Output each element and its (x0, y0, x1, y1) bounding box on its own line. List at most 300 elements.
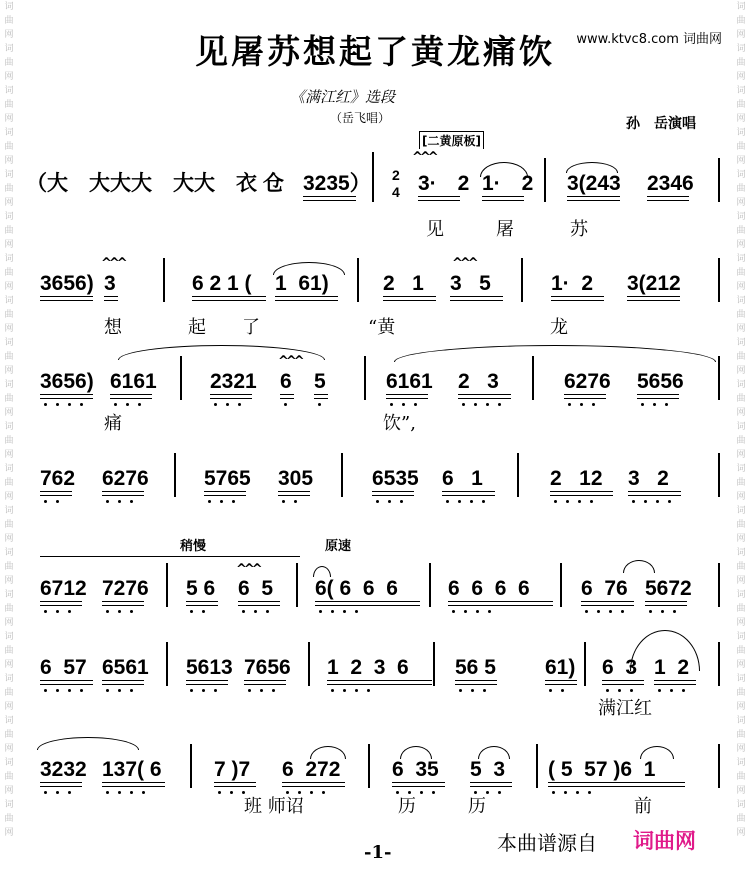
beam-underline (104, 296, 118, 297)
bar-line (718, 642, 720, 686)
note-group: 6 57 (40, 656, 87, 679)
octave-dot (214, 403, 217, 406)
beam-underline (280, 394, 294, 395)
octave-dot (414, 403, 417, 406)
beam-underline (102, 680, 144, 681)
beam-underline (315, 605, 420, 606)
beam-underline (564, 394, 606, 395)
beam-underline (654, 680, 696, 681)
beam-underline (581, 605, 634, 606)
bar-line (718, 563, 720, 607)
beam-underline (372, 491, 414, 492)
beam-underline (40, 782, 82, 783)
note-group: 2 1 (383, 272, 424, 295)
lyric-text: 苏 (570, 219, 588, 240)
note-group: 5613 (186, 656, 233, 679)
beam-underline (482, 196, 524, 197)
lyric-text: 饮”, (383, 413, 416, 434)
octave-dot (566, 500, 569, 503)
octave-dot (80, 403, 83, 406)
beam-underline (110, 398, 152, 399)
beam-underline (470, 786, 512, 787)
octave-dot (564, 791, 567, 794)
octave-dot (498, 791, 501, 794)
octave-dot (106, 610, 109, 613)
octave-dot (682, 689, 685, 692)
note-group: 3(243 (567, 172, 621, 195)
note-group: 2 3 (458, 370, 499, 393)
slur-arc (273, 262, 345, 275)
performer-credit: 孙 岳演唱 (626, 116, 696, 132)
bar-line (368, 744, 370, 788)
tempo-box: [二黄原板] (419, 131, 484, 149)
note-group: 6 (280, 370, 292, 393)
octave-dot (471, 689, 474, 692)
note-group: 6( 6 6 6 (315, 577, 398, 600)
octave-dot (458, 500, 461, 503)
lyric-text: 了 (242, 317, 260, 338)
beam-underline (186, 601, 218, 602)
beam-underline (392, 782, 445, 783)
octave-dot (56, 689, 59, 692)
note-group: 3656) (40, 370, 94, 393)
beam-underline (104, 300, 118, 301)
octave-dot (355, 610, 358, 613)
lyric-text: 见 (426, 219, 444, 240)
beam-underline (102, 491, 144, 492)
octave-dot (658, 689, 661, 692)
octave-dot (44, 610, 47, 613)
beam-underline (654, 684, 696, 685)
octave-dot (656, 500, 659, 503)
octave-dot (568, 403, 571, 406)
lyric-text: 班 师诏 (244, 796, 304, 817)
octave-dot (44, 791, 47, 794)
octave-dot (641, 403, 644, 406)
note-group: 6161 (110, 370, 157, 393)
beam-underline (482, 200, 524, 201)
octave-dot (367, 689, 370, 692)
beam-underline (627, 296, 680, 297)
bar-line (718, 453, 720, 497)
octave-dot (44, 500, 47, 503)
octave-dot (592, 403, 595, 406)
beam-underline (210, 394, 252, 395)
octave-dot (232, 500, 235, 503)
octave-dot (208, 500, 211, 503)
lyric-text: 历 (468, 796, 486, 817)
side-watermark-right: 词曲网词曲网词曲网词曲网词曲网词曲网词曲网词曲网词曲网词曲网词曲网词曲网词曲网词曲网词曲网词曲网词曲网词曲网词曲网词曲网 (736, 2, 746, 838)
bar-line (521, 258, 523, 302)
octave-dot (470, 500, 473, 503)
octave-dot (272, 689, 275, 692)
octave-dot (632, 500, 635, 503)
octave-dot (318, 403, 321, 406)
note-group: 1 61) (275, 272, 329, 295)
octave-dot (266, 610, 269, 613)
octave-dot (576, 791, 579, 794)
beam-underline (386, 394, 428, 395)
octave-dot (420, 791, 423, 794)
tempo-marking: 原速 (325, 539, 352, 554)
octave-dot (588, 791, 591, 794)
octave-dot (486, 403, 489, 406)
octave-dot (214, 689, 217, 692)
octave-dot (661, 610, 664, 613)
bar-line (364, 356, 366, 400)
beam-underline (442, 495, 495, 496)
octave-dot (226, 403, 229, 406)
octave-dot (56, 610, 59, 613)
beam-underline (386, 398, 428, 399)
octave-dot (44, 689, 47, 692)
bar-line (372, 158, 374, 202)
beam-underline (303, 196, 356, 197)
beam-underline (327, 680, 432, 681)
beam-underline (645, 605, 687, 606)
octave-dot (130, 791, 133, 794)
beam-underline (214, 786, 256, 787)
beam-underline (275, 300, 338, 301)
note-group: 7656 (244, 656, 291, 679)
beam-underline (450, 300, 503, 301)
octave-dot (68, 689, 71, 692)
octave-dot (459, 689, 462, 692)
beam-underline (102, 601, 144, 602)
note-group: 6712 (40, 577, 87, 600)
beam-underline (314, 398, 328, 399)
page-number: -1- (364, 842, 392, 863)
beam-underline (40, 680, 93, 681)
octave-dot (298, 791, 301, 794)
note-group: 56 5 (455, 656, 496, 679)
octave-dot (126, 403, 129, 406)
bar-line (536, 744, 538, 788)
bar-line (308, 642, 310, 686)
octave-dot (56, 403, 59, 406)
octave-dot (561, 689, 564, 692)
beam-underline (637, 394, 679, 395)
octave-dot (673, 610, 676, 613)
beam-underline (244, 680, 286, 681)
octave-dot (462, 403, 465, 406)
beam-underline (448, 601, 553, 602)
octave-dot (118, 500, 121, 503)
note-group: 3 5 (450, 272, 491, 295)
beam-underline (637, 398, 679, 399)
octave-dot (294, 500, 297, 503)
time-signature: 4 (392, 184, 400, 200)
beam-underline (244, 684, 286, 685)
octave-dot (230, 791, 233, 794)
octave-dot (284, 403, 287, 406)
octave-dot (190, 689, 193, 692)
source-brand: 词曲网 (633, 829, 696, 853)
lyric-text: 屠 (496, 219, 514, 240)
octave-dot (549, 689, 552, 692)
beam-underline (40, 296, 93, 297)
note-group: 305 (278, 467, 314, 490)
lyric-text: 起 (188, 317, 206, 338)
octave-dot (668, 500, 671, 503)
slur-arc (400, 746, 432, 759)
lyric-text: 历 (398, 796, 416, 817)
side-watermark-left: 词曲网词曲网词曲网词曲网词曲网词曲网词曲网词曲网词曲网词曲网词曲网词曲网词曲网词曲网词曲网词曲网词曲网词曲网词曲网词曲网 (4, 2, 14, 838)
note-group: 6 1 (442, 467, 483, 490)
slur-arc (478, 746, 510, 759)
beam-underline (548, 782, 685, 783)
bar-line (718, 744, 720, 788)
beam-underline (455, 680, 497, 681)
beam-underline (278, 491, 310, 492)
beam-underline (282, 786, 345, 787)
beam-underline (40, 394, 93, 395)
note-group: 1· 2 (551, 272, 594, 295)
beam-underline (40, 398, 93, 399)
slur-arc (566, 162, 618, 173)
octave-dot (68, 791, 71, 794)
note-group: 6 6 6 6 (448, 577, 530, 600)
beam-underline (383, 296, 436, 297)
octave-dot (56, 791, 59, 794)
octave-dot (254, 610, 257, 613)
bar-line (341, 453, 343, 497)
beam-underline (282, 782, 345, 783)
note-group: 7 )7 (214, 758, 251, 781)
note-group: 6535 (372, 467, 419, 490)
bar-line (560, 563, 562, 607)
note-group: 6 3 (602, 656, 638, 679)
beam-underline (238, 605, 280, 606)
mordent-mark: ^^^ (412, 150, 436, 165)
note-group: ( 5 57 )6 1 (548, 758, 656, 781)
note-group: （大 大大大 大大 衣 仓 (26, 172, 284, 195)
octave-dot (218, 791, 221, 794)
octave-dot (56, 500, 59, 503)
bar-line (517, 453, 519, 497)
note-group: 3656) (40, 272, 94, 295)
octave-dot (286, 791, 289, 794)
note-group: 3232 (40, 758, 87, 781)
octave-dot (238, 403, 241, 406)
octave-dot (130, 500, 133, 503)
bar-line (718, 158, 720, 202)
octave-dot (486, 791, 489, 794)
octave-dot (552, 791, 555, 794)
beam-underline (204, 495, 246, 496)
bar-line (174, 453, 176, 497)
beam-underline (314, 394, 328, 395)
score-title: 见屠苏想起了黄龙痛饮 (195, 32, 555, 71)
octave-dot (476, 610, 479, 613)
slur-arc (630, 630, 700, 671)
note-group: 2346 (647, 172, 694, 195)
octave-dot (590, 500, 593, 503)
phrase-line (40, 556, 300, 557)
octave-dot (118, 689, 121, 692)
beam-underline (458, 398, 511, 399)
octave-dot (606, 689, 609, 692)
octave-dot (118, 610, 121, 613)
beam-underline (372, 495, 414, 496)
octave-dot (130, 689, 133, 692)
lyric-text: 前 (634, 796, 652, 817)
octave-dot (670, 689, 673, 692)
octave-dot (106, 500, 109, 503)
note-group: 5 3 (470, 758, 506, 781)
beam-underline (551, 300, 604, 301)
beam-underline (40, 300, 93, 301)
beam-underline (567, 200, 620, 201)
lyric-text: 龙 (550, 317, 568, 338)
octave-dot (408, 791, 411, 794)
beam-underline (278, 495, 310, 496)
beam-underline (102, 495, 144, 496)
octave-dot (649, 610, 652, 613)
octave-dot (322, 791, 325, 794)
beam-underline (40, 601, 82, 602)
octave-dot (396, 791, 399, 794)
beam-underline (40, 786, 82, 787)
beam-underline (448, 605, 553, 606)
beam-underline (392, 786, 445, 787)
slur-arc (37, 737, 139, 750)
beam-underline (192, 300, 266, 301)
bar-line (532, 356, 534, 400)
note-group: 1 2 3 6 (327, 656, 409, 679)
octave-dot (482, 500, 485, 503)
beam-underline (327, 684, 432, 685)
slur-arc (480, 162, 528, 177)
octave-dot (452, 610, 455, 613)
beam-underline (102, 684, 144, 685)
site-watermark: www.ktvc8.com 词曲网 (576, 32, 722, 47)
beam-underline (418, 200, 460, 201)
octave-dot (355, 689, 358, 692)
score-subtitle: 《满江红》选段 (290, 88, 396, 106)
beam-underline (458, 394, 511, 395)
bar-line (180, 356, 182, 400)
beam-underline (102, 605, 144, 606)
bar-line (357, 258, 359, 302)
octave-dot (190, 610, 193, 613)
lyric-text: 想 (104, 317, 122, 338)
beam-underline (40, 605, 82, 606)
note-group: 6 5 (238, 577, 274, 600)
note-group: 762 (40, 467, 76, 490)
octave-dot (474, 403, 477, 406)
time-signature: 2 (392, 167, 400, 183)
note-group: 3 2 (628, 467, 669, 490)
beam-underline (110, 394, 152, 395)
octave-dot (432, 791, 435, 794)
octave-dot (260, 689, 263, 692)
bar-line (433, 642, 435, 686)
source-text: 本曲谱源自 (497, 831, 597, 855)
beam-underline (602, 684, 644, 685)
octave-dot (68, 610, 71, 613)
octave-dot (597, 610, 600, 613)
note-group: 6161 (386, 370, 433, 393)
octave-dot (585, 610, 588, 613)
octave-dot (310, 791, 313, 794)
octave-dot (44, 403, 47, 406)
slur-arc (640, 746, 674, 759)
octave-dot (630, 689, 633, 692)
octave-dot (488, 610, 491, 613)
note-group: 6 35 (392, 758, 439, 781)
beam-underline (442, 491, 495, 492)
note-group: 6 76 (581, 577, 628, 600)
note-group: 1· 2 (482, 172, 534, 195)
octave-dot (202, 610, 205, 613)
note-group: 6276 (102, 467, 149, 490)
note-group: 3235） (303, 172, 371, 195)
beam-underline (280, 398, 294, 399)
note-group: 5 6 (186, 577, 216, 600)
octave-dot (242, 610, 245, 613)
beam-underline (40, 684, 93, 685)
octave-dot (331, 689, 334, 692)
octave-dot (202, 689, 205, 692)
octave-dot (220, 500, 223, 503)
beam-underline (545, 684, 577, 685)
note-group: 1 2 (654, 656, 690, 679)
beam-underline (186, 684, 228, 685)
note-group: 6561 (102, 656, 149, 679)
beam-underline (567, 196, 620, 197)
octave-dot (609, 610, 612, 613)
beam-underline (214, 782, 256, 783)
octave-dot (402, 403, 405, 406)
beam-underline (550, 491, 613, 492)
beam-underline (564, 398, 606, 399)
bar-line (429, 563, 431, 607)
beam-underline (102, 782, 165, 783)
beam-underline (102, 786, 165, 787)
octave-dot (343, 610, 346, 613)
beam-underline (186, 605, 218, 606)
beam-underline (303, 200, 356, 201)
mordent-mark: ^^^ (101, 256, 125, 271)
beam-underline (550, 495, 613, 496)
octave-dot (665, 403, 668, 406)
bar-line (190, 744, 192, 788)
bar-line (372, 152, 374, 162)
octave-dot (498, 403, 501, 406)
beam-underline (186, 680, 228, 681)
mordent-mark: ^^^ (236, 562, 260, 577)
octave-dot (68, 403, 71, 406)
note-group: 6 2 1 ( (192, 272, 252, 295)
beam-underline (548, 786, 685, 787)
lyric-text: 痛 (104, 413, 122, 434)
octave-dot (343, 689, 346, 692)
octave-dot (388, 500, 391, 503)
octave-dot (580, 403, 583, 406)
beam-underline (383, 300, 436, 301)
lyric-text: 满江红 (598, 698, 652, 719)
beam-underline (545, 680, 577, 681)
beam-underline (315, 601, 420, 602)
beam-underline (210, 398, 252, 399)
slur-arc (310, 746, 346, 759)
octave-dot (464, 610, 467, 613)
note-group: 61) (545, 656, 576, 679)
octave-dot (331, 610, 334, 613)
octave-dot (106, 689, 109, 692)
beam-underline (581, 601, 634, 602)
